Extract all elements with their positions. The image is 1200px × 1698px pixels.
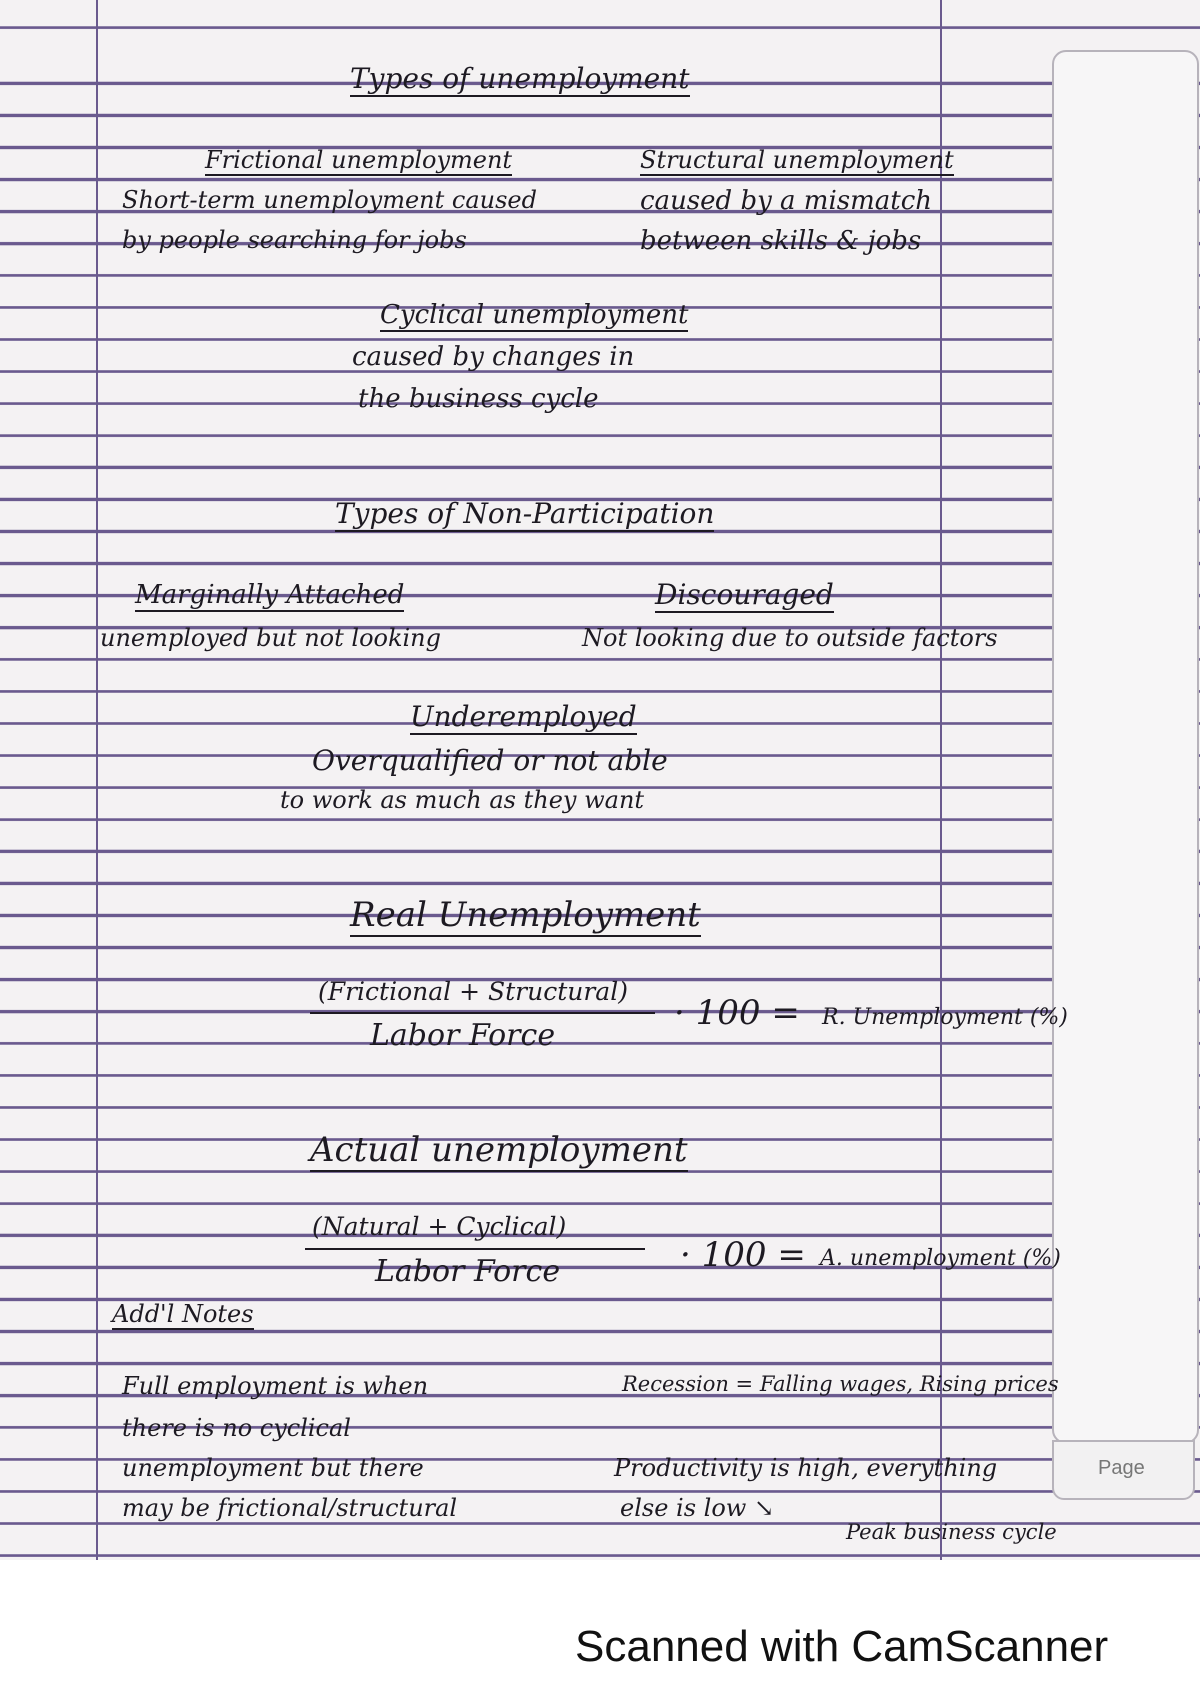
marginally-line-1: unemployed but not looking	[100, 624, 442, 652]
real-numerator: (Frictional + Structural)	[318, 977, 628, 1006]
actual-fraction-bar	[305, 1248, 645, 1250]
discouraged-heading: Discouraged	[655, 578, 834, 611]
underemployed-line-1: Overqualified or not able	[312, 744, 668, 777]
discouraged-line-1: Not looking due to outside factors	[582, 624, 998, 652]
right-margin-line	[940, 0, 942, 1560]
page-tab-label: Page	[1098, 1457, 1145, 1479]
camscanner-watermark: Scanned with CamScanner	[575, 1622, 1109, 1671]
structural-heading: Structural unemployment	[640, 146, 954, 174]
notes-left-line-4: may be frictional/structural	[122, 1494, 458, 1522]
page-title: Types of unemployment	[350, 62, 690, 95]
frictional-line-2: by people searching for jobs	[122, 226, 467, 254]
notes-heading: Add'l Notes	[112, 1300, 254, 1328]
cyclical-heading: Cyclical unemployment	[380, 300, 689, 330]
notes-left-line-3: unemployment but there	[122, 1454, 424, 1482]
cyclical-line-2: the business cycle	[358, 384, 599, 414]
actual-multiplier: · 100 =	[680, 1235, 806, 1275]
actual-numerator: (Natural + Cyclical)	[312, 1212, 567, 1241]
notes-right-line-3: else is low ↘	[620, 1494, 775, 1522]
actual-denominator: Labor Force	[375, 1254, 561, 1289]
real-unemployment-heading: Real Unemployment	[350, 895, 701, 935]
underemployed-line-2: to work as much as they want	[280, 786, 645, 814]
cyclical-line-1: caused by changes in	[352, 342, 635, 372]
page-tab	[1052, 50, 1199, 1444]
notes-right-line-1: Recession = Falling wages, Rising prices	[622, 1372, 1059, 1396]
underemployed-heading: Underemployed	[410, 700, 637, 733]
real-fraction-bar	[310, 1012, 655, 1014]
structural-line-1: caused by a mismatch	[640, 186, 933, 216]
notes-left-line-1: Full employment is when	[122, 1372, 429, 1400]
real-denominator: Labor Force	[370, 1018, 556, 1053]
structural-line-2: between skills & jobs	[640, 226, 922, 256]
real-result: R. Unemployment (%)	[822, 1005, 1068, 1030]
notes-right-line-4: Peak business cycle	[846, 1520, 1057, 1544]
marginally-heading: Marginally Attached	[135, 580, 405, 610]
notes-left-line-2: there is no cyclical	[122, 1414, 351, 1442]
notes-right-line-2: Productivity is high, everything	[614, 1454, 998, 1482]
frictional-line-1: Short-term unemployment caused	[122, 186, 537, 214]
nonparticipation-title: Types of Non-Participation	[335, 497, 715, 530]
actual-result: A. unemployment (%)	[820, 1246, 1061, 1271]
left-margin-line	[96, 0, 98, 1560]
real-multiplier: · 100 =	[674, 993, 800, 1033]
actual-unemployment-heading: Actual unemployment	[310, 1130, 688, 1170]
frictional-heading: Frictional unemployment	[205, 146, 513, 174]
